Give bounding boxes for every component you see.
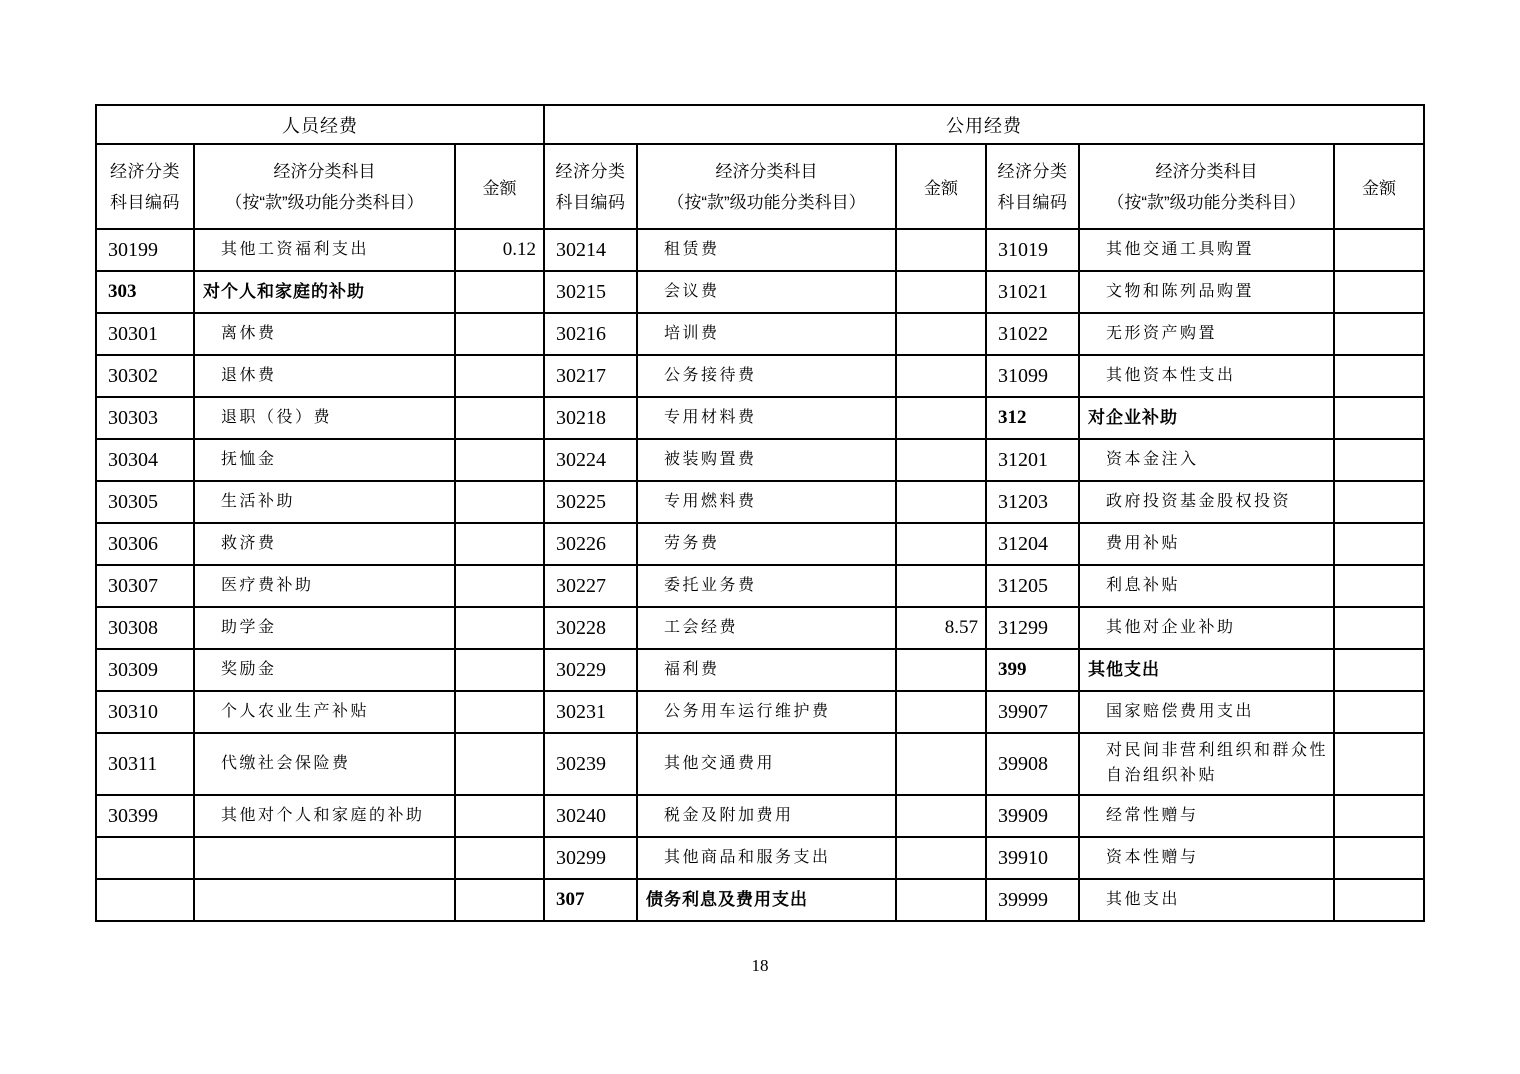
cell-subject-name: 其他商品和服务支出 xyxy=(637,837,896,879)
cell-code: 312 xyxy=(986,397,1079,439)
cell-amount xyxy=(455,271,544,313)
column-header-row xyxy=(96,144,1424,229)
cell-amount xyxy=(896,733,986,795)
cell-amount xyxy=(1334,607,1424,649)
cell-subject-name: 文物和陈列品购置 xyxy=(1079,271,1334,313)
cell-code: 39999 xyxy=(986,879,1079,921)
cell-amount xyxy=(896,397,986,439)
cell-amount xyxy=(896,481,986,523)
cell-code: 30225 xyxy=(544,481,637,523)
cell-subject-name: 对企业补助 xyxy=(1079,397,1334,439)
column-header-code-line1: 经济分类 xyxy=(997,161,1068,181)
cell-amount xyxy=(1334,397,1424,439)
cell-code: 30311 xyxy=(96,733,194,795)
page-number: 18 xyxy=(751,956,769,975)
cell-amount xyxy=(1334,523,1424,565)
cell-code: 30216 xyxy=(544,313,637,355)
cell-code: 31019 xyxy=(986,229,1079,271)
cell-code: 30302 xyxy=(96,355,194,397)
table-row xyxy=(96,229,1424,271)
cell-subject-name: 委托业务费 xyxy=(637,565,896,607)
column-header-subject xyxy=(637,144,896,229)
cell-subject-name: 奖励金 xyxy=(194,649,455,691)
table-row xyxy=(96,691,1424,733)
cell-subject-name: 劳务费 xyxy=(637,523,896,565)
cell-amount xyxy=(455,523,544,565)
cell-subject-name: 资本性赠与 xyxy=(1079,837,1334,879)
cell-amount xyxy=(1334,355,1424,397)
cell-code: 30299 xyxy=(544,837,637,879)
cell-amount xyxy=(455,837,544,879)
column-header-code-line1: 经济分类 xyxy=(555,161,626,181)
cell-code: 30399 xyxy=(96,795,194,837)
column-header-code-line2: 科目编码 xyxy=(110,192,180,212)
column-header-subject-line2: （按“款”级功能分类科目） xyxy=(667,192,866,212)
cell-code: 303 xyxy=(96,271,194,313)
table-row xyxy=(96,649,1424,691)
cell-code: 30307 xyxy=(96,565,194,607)
cell-code: 30309 xyxy=(96,649,194,691)
cell-amount xyxy=(1334,271,1424,313)
cell-amount xyxy=(1334,229,1424,271)
cell-code: 31022 xyxy=(986,313,1079,355)
column-header-code-line2: 科目编码 xyxy=(555,192,626,212)
cell-code xyxy=(96,837,194,879)
cell-subject-name: 专用燃料费 xyxy=(637,481,896,523)
cell-code: 39909 xyxy=(986,795,1079,837)
cell-subject-name: 工会经费 xyxy=(637,607,896,649)
group-header-row xyxy=(96,105,1424,144)
cell-amount xyxy=(1334,691,1424,733)
cell-amount xyxy=(896,879,986,921)
table-row xyxy=(96,271,1424,313)
cell-subject-name: 其他资本性支出 xyxy=(1079,355,1334,397)
cell-code: 30240 xyxy=(544,795,637,837)
group-header-personnel: 人员经费 xyxy=(96,105,544,144)
cell-amount xyxy=(896,439,986,481)
cell-code: 30217 xyxy=(544,355,637,397)
cell-code: 30239 xyxy=(544,733,637,795)
cell-subject-name: 医疗费补助 xyxy=(194,565,455,607)
cell-subject-name: 经常性赠与 xyxy=(1079,795,1334,837)
table-row xyxy=(96,879,1424,921)
cell-code: 30310 xyxy=(96,691,194,733)
column-header-subject xyxy=(194,144,455,229)
cell-amount xyxy=(1334,565,1424,607)
cell-code: 31205 xyxy=(986,565,1079,607)
cell-subject-name: 代缴社会保险费 xyxy=(194,733,455,795)
cell-amount xyxy=(455,795,544,837)
cell-amount xyxy=(896,229,986,271)
cell-subject-name: 其他支出 xyxy=(1079,649,1334,691)
cell-amount xyxy=(1334,837,1424,879)
cell-subject-name: 其他交通工具购置 xyxy=(1079,229,1334,271)
cell-code: 31204 xyxy=(986,523,1079,565)
cell-subject-name: 国家赔偿费用支出 xyxy=(1079,691,1334,733)
cell-code: 30218 xyxy=(544,397,637,439)
table-row xyxy=(96,523,1424,565)
cell-amount xyxy=(1334,439,1424,481)
column-header-subject-line1: 经济分类科目 xyxy=(1155,161,1258,181)
cell-amount xyxy=(896,565,986,607)
cell-amount xyxy=(896,795,986,837)
cell-amount xyxy=(1334,313,1424,355)
cell-code: 30304 xyxy=(96,439,194,481)
budget-table xyxy=(95,104,1425,922)
cell-subject-name: 公务用车运行维护费 xyxy=(637,691,896,733)
cell-subject-name: 离休费 xyxy=(194,313,455,355)
table-row xyxy=(96,313,1424,355)
cell-code: 30303 xyxy=(96,397,194,439)
cell-code: 30228 xyxy=(544,607,637,649)
cell-code: 31299 xyxy=(986,607,1079,649)
column-header-code-line2: 科目编码 xyxy=(997,192,1068,212)
group-header-public: 公用经费 xyxy=(544,105,1424,144)
cell-code: 30224 xyxy=(544,439,637,481)
cell-code: 399 xyxy=(986,649,1079,691)
column-header-code-line1: 经济分类 xyxy=(110,161,180,181)
cell-code: 39908 xyxy=(986,733,1079,795)
cell-subject-name: 租赁费 xyxy=(637,229,896,271)
cell-subject-name: 生活补助 xyxy=(194,481,455,523)
table-row xyxy=(96,481,1424,523)
cell-amount xyxy=(455,397,544,439)
cell-subject-name xyxy=(194,879,455,921)
cell-subject-name: 抚恤金 xyxy=(194,439,455,481)
cell-amount xyxy=(455,313,544,355)
cell-amount: 8.57 xyxy=(896,607,986,649)
cell-subject-name: 其他对企业补助 xyxy=(1079,607,1334,649)
cell-amount xyxy=(1334,879,1424,921)
cell-subject-name: 公务接待费 xyxy=(637,355,896,397)
cell-subject-name: 利息补贴 xyxy=(1079,565,1334,607)
column-header-subject xyxy=(1079,144,1334,229)
cell-code: 30308 xyxy=(96,607,194,649)
cell-amount xyxy=(896,313,986,355)
cell-code: 30301 xyxy=(96,313,194,355)
cell-code: 30229 xyxy=(544,649,637,691)
cell-code: 30306 xyxy=(96,523,194,565)
cell-code: 31203 xyxy=(986,481,1079,523)
cell-code: 30214 xyxy=(544,229,637,271)
cell-subject-name: 税金及附加费用 xyxy=(637,795,896,837)
cell-amount xyxy=(1334,481,1424,523)
table-row xyxy=(96,397,1424,439)
column-header-code xyxy=(544,144,637,229)
column-header-subject-line2: （按“款”级功能分类科目） xyxy=(1107,192,1306,212)
cell-subject-name: 专用材料费 xyxy=(637,397,896,439)
cell-subject-name: 费用补贴 xyxy=(1079,523,1334,565)
cell-code: 30231 xyxy=(544,691,637,733)
cell-amount xyxy=(896,649,986,691)
cell-subject-name: 个人农业生产补贴 xyxy=(194,691,455,733)
cell-amount xyxy=(896,355,986,397)
cell-subject-name: 无形资产购置 xyxy=(1079,313,1334,355)
cell-code: 307 xyxy=(544,879,637,921)
cell-amount xyxy=(1334,649,1424,691)
cell-subject-name: 退休费 xyxy=(194,355,455,397)
cell-amount xyxy=(455,733,544,795)
table-row xyxy=(96,607,1424,649)
cell-amount xyxy=(455,439,544,481)
cell-subject-name: 债务利息及费用支出 xyxy=(637,879,896,921)
cell-subject-name: 对民间非营利组织和群众性自治组织补贴 xyxy=(1079,733,1334,795)
cell-subject-name: 政府投资基金股权投资 xyxy=(1079,481,1334,523)
cell-subject-name: 救济费 xyxy=(194,523,455,565)
cell-code: 30226 xyxy=(544,523,637,565)
cell-code: 31021 xyxy=(986,271,1079,313)
cell-code: 31099 xyxy=(986,355,1079,397)
table-row xyxy=(96,733,1424,795)
cell-subject-name: 助学金 xyxy=(194,607,455,649)
cell-subject-name: 培训费 xyxy=(637,313,896,355)
table-row xyxy=(96,565,1424,607)
cell-code: 30305 xyxy=(96,481,194,523)
cell-subject-name: 退职（役）费 xyxy=(194,397,455,439)
table-row xyxy=(96,439,1424,481)
column-header-subject-line2: （按“款”级功能分类科目） xyxy=(225,192,424,212)
cell-code: 30199 xyxy=(96,229,194,271)
table-row xyxy=(96,795,1424,837)
cell-amount xyxy=(455,649,544,691)
column-header-subject-line1: 经济分类科目 xyxy=(715,161,818,181)
cell-amount xyxy=(455,481,544,523)
column-header-subject-line1: 经济分类科目 xyxy=(273,161,376,181)
cell-amount xyxy=(455,879,544,921)
cell-subject-name: 其他交通费用 xyxy=(637,733,896,795)
column-header-amount: 金额 xyxy=(1334,144,1424,229)
cell-subject-name: 其他工资福利支出 xyxy=(194,229,455,271)
cell-code: 30227 xyxy=(544,565,637,607)
cell-code: 39907 xyxy=(986,691,1079,733)
cell-amount xyxy=(455,565,544,607)
cell-amount xyxy=(455,355,544,397)
table-row xyxy=(96,837,1424,879)
column-header-code xyxy=(96,144,194,229)
column-header-amount: 金额 xyxy=(455,144,544,229)
table-row xyxy=(96,355,1424,397)
cell-amount xyxy=(1334,733,1424,795)
cell-code: 31201 xyxy=(986,439,1079,481)
cell-code: 39910 xyxy=(986,837,1079,879)
cell-code xyxy=(96,879,194,921)
cell-amount xyxy=(1334,795,1424,837)
cell-amount xyxy=(896,523,986,565)
cell-subject-name: 资本金注入 xyxy=(1079,439,1334,481)
column-header-amount: 金额 xyxy=(896,144,986,229)
cell-subject-name xyxy=(194,837,455,879)
cell-amount xyxy=(455,691,544,733)
cell-amount: 0.12 xyxy=(455,229,544,271)
cell-subject-name: 其他支出 xyxy=(1079,879,1334,921)
cell-code: 30215 xyxy=(544,271,637,313)
cell-subject-name: 会议费 xyxy=(637,271,896,313)
cell-amount xyxy=(896,271,986,313)
cell-amount xyxy=(896,691,986,733)
cell-subject-name: 对个人和家庭的补助 xyxy=(194,271,455,313)
cell-subject-name: 福利费 xyxy=(637,649,896,691)
table-body xyxy=(96,229,1424,921)
cell-amount xyxy=(455,607,544,649)
cell-subject-name: 其他对个人和家庭的补助 xyxy=(194,795,455,837)
cell-subject-name: 被装购置费 xyxy=(637,439,896,481)
column-header-code xyxy=(986,144,1079,229)
cell-amount xyxy=(896,837,986,879)
